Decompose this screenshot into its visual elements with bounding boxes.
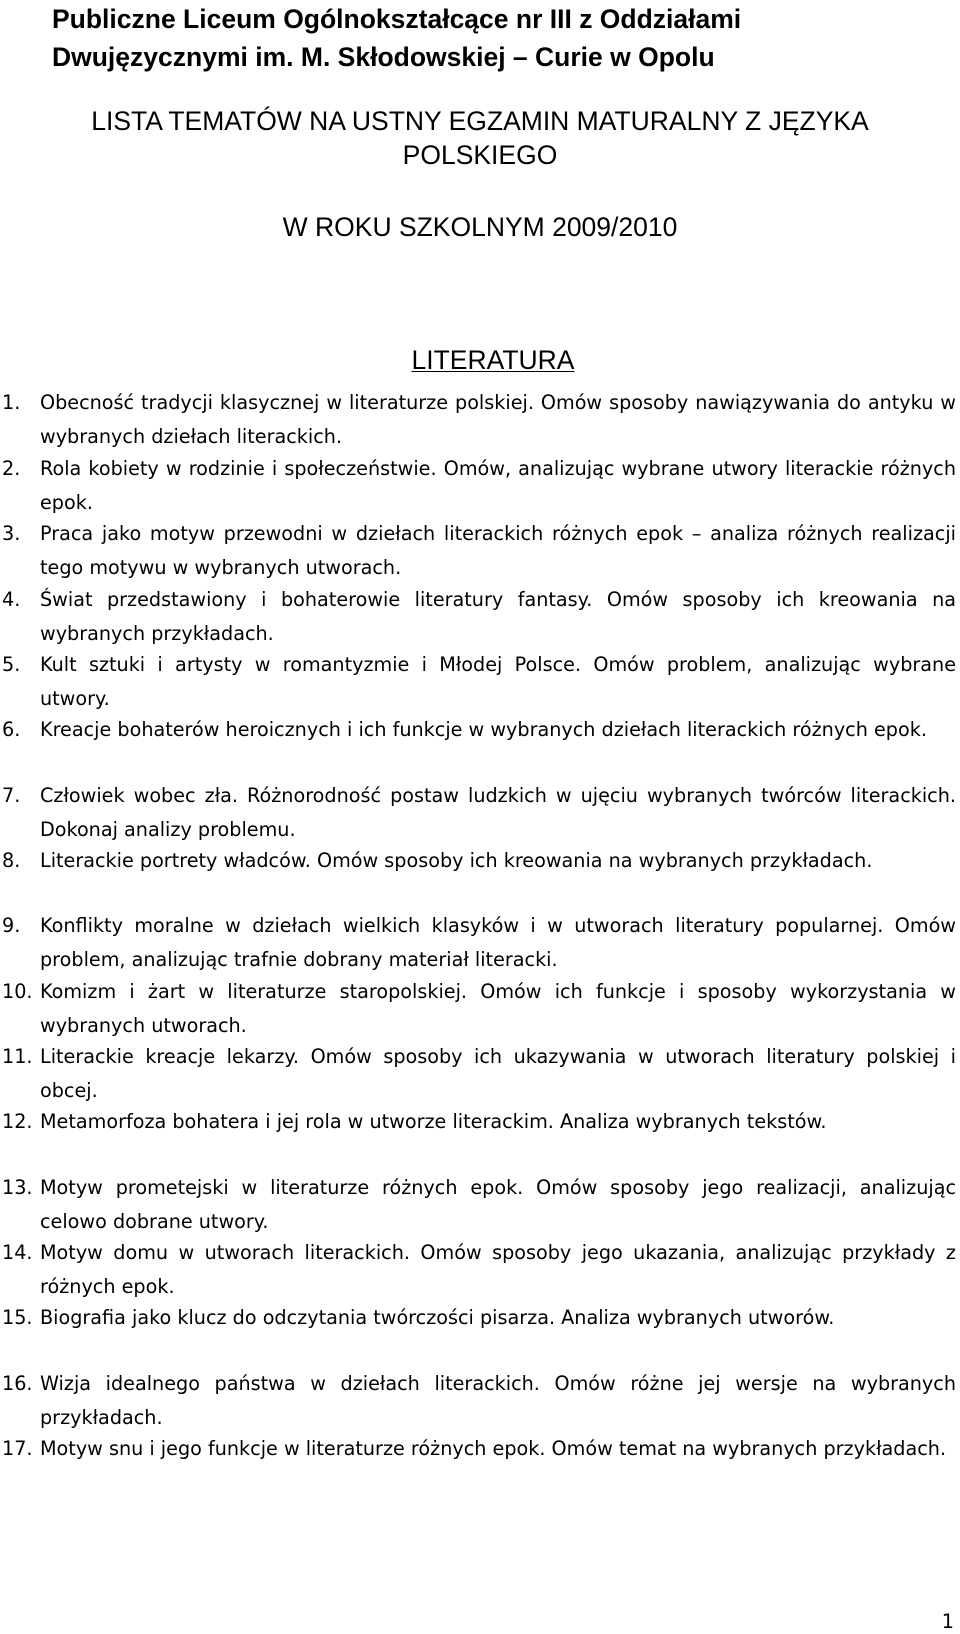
topic-number: 8. [2,849,21,872]
section-heading-literatura: LITERATURA [411,345,575,375]
topic-text: Motyw snu i jego funkcje w literaturze różnych epok. Omów temat na wybranych przykładach. [40,1437,947,1460]
topic-number: 10. [2,980,33,1003]
topic-text: Kreacje bohaterów heroicznych i ich funkcje w wybranych dziełach literackich różnych epok. [40,718,927,741]
topic-number: 4. [2,588,21,611]
school-name [52,0,932,76]
topic-text: Motyw prometejski w literaturze różnych epok. Omów sposoby jego realizacji, analizując celowo dobrane utwory. [40,1176,956,1233]
document-title-line-2: POLSKIEGO [402,140,558,170]
topic-number: 14. [2,1241,33,1264]
school-name-line-1: Publiczne Liceum Ogólnokształcące nr III z Oddziałami [52,4,742,34]
topic-number: 1. [2,391,21,414]
topic-text: Praca jako motyw przewodni w dziełach literackich różnych epok – analiza różnych realizacji tego motywu w wybranych utworach. [40,522,956,579]
topic-number: 6. [2,718,21,741]
document-title-line-1: LISTA TEMATÓW NA USTNY EGZAMIN MATURALNY Z JĘZYKA [91,106,869,136]
page-number: 1 [941,1610,954,1633]
topic-number: 7. [2,784,21,807]
topic-number: 15. [2,1306,33,1329]
topic-text: Komizm i żart w literaturze staropolskiej. Omów ich funkcje i sposoby wykorzystania w wybranych utworach. [40,980,956,1037]
topic-text: Wizja idealnego państwa w dziełach literackich. Omów różne jej wersje na wybranych przykładach. [40,1372,956,1429]
topic-number: 11. [2,1045,33,1068]
topic-number: 16. [2,1372,33,1395]
document-title [0,104,960,172]
topic-number: 3. [2,522,21,545]
topic-number: 9. [2,914,21,937]
topic-text: Biografia jako klucz do odczytania twórczości pisarza. Analiza wybranych utworów. [40,1306,835,1329]
topic-number: 5. [2,653,21,676]
topic-text: Kult sztuki i artysty w romantyzmie i Młodej Polsce. Omów problem, analizując wybrane utwory. [40,653,956,710]
topic-text: Człowiek wobec zła. Różnorodność postaw ludzkich w ujęciu wybranych twórców literackich. Dokonaj analizy problemu. [40,784,956,841]
topic-text: Literackie portrety władców. Omów sposoby ich kreowania na wybranych przykładach. [40,849,873,872]
school-year-heading: W ROKU SZKOLNYM 2009/2010 [282,212,678,242]
topic-number: 17. [2,1437,33,1460]
topic-text: Obecność tradycji klasycznej w literaturze polskiej. Omów sposoby nawiązywania do antyku w wybranych dziełach literackich. [40,391,956,448]
topic-text: Konflikty moralne w dziełach wielkich klasyków i w utworach literatury popularnej. Omów problem, analizując trafnie dobrany materiał literacki. [40,914,956,971]
topic-number: 12. [2,1110,33,1133]
school-name-line-2: Dwujęzycznymi im. M. Skłodowskiej – Curie w Opolu [52,42,715,72]
topic-number: 13. [2,1176,33,1199]
topic-text: Rola kobiety w rodzinie i społeczeństwie. Omów, analizując wybrane utwory literackie różnych epok. [40,457,956,514]
topic-text: Motyw domu w utworach literackich. Omów sposoby jego ukazania, analizując przykłady z różnych epok. [40,1241,956,1298]
topic-number: 2. [2,457,21,480]
topic-text: Metamorfoza bohatera i jej rola w utworze literackim. Analiza wybranych tekstów. [40,1110,827,1133]
topic-text: Literackie kreacje lekarzy. Omów sposoby ich ukazywania w utworach literatury polskiej i obcej. [40,1045,956,1102]
topic-text: Świat przedstawiony i bohaterowie literatury fantasy. Omów sposoby ich kreowania na wybranych przykładach. [40,588,956,645]
